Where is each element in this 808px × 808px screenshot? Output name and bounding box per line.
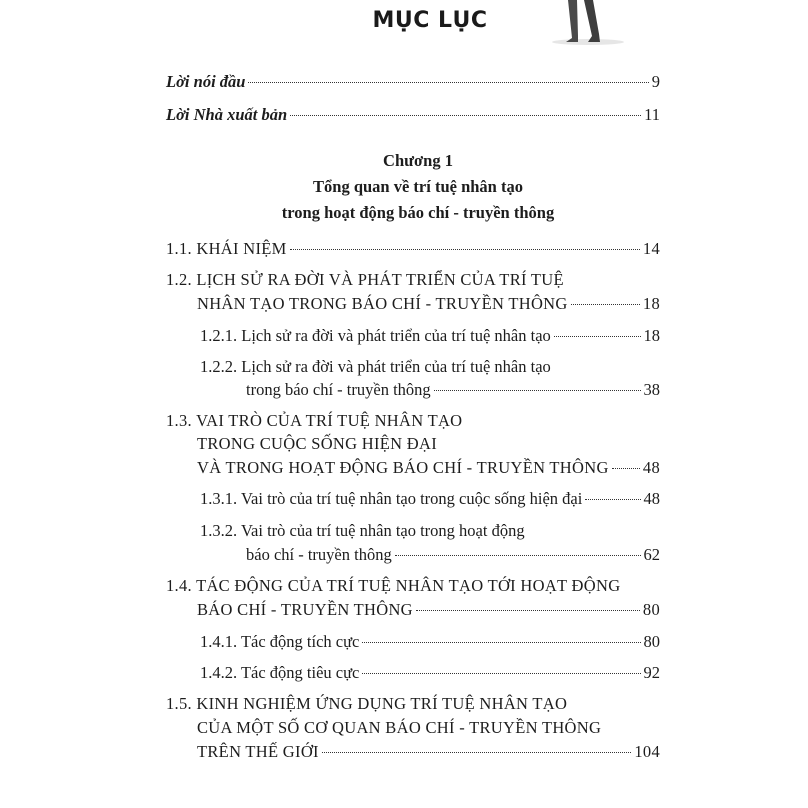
toc-entry-publisher-note[interactable]: [166, 103, 660, 127]
toc-page-number: 104: [634, 742, 660, 761]
dot-leader: [554, 336, 641, 337]
toc-entry-1-2-line1[interactable]: 1.2. LỊCH SỬ RA ĐỜI VÀ PHÁT TRIỂN CỦA TRÍ TUỆ: [166, 270, 564, 289]
toc-entry-1-2-2-line1[interactable]: 1.2.2. Lịch sử ra đời và phát triển của trí tuệ nhân tạo: [200, 357, 551, 376]
toc-entry-1-4-1[interactable]: [200, 630, 660, 654]
toc-page-number: 48: [643, 489, 660, 508]
toc-entry-1-1[interactable]: [166, 237, 660, 261]
toc-entry-1-2-1[interactable]: [200, 324, 660, 348]
chapter-title-line1: Tổng quan về trí tuệ nhân tạo: [313, 177, 523, 196]
toc-page-number: 62: [643, 545, 660, 564]
toc-page-number: 48: [642, 458, 660, 477]
dot-leader: [416, 610, 640, 611]
toc-entry-1-5[interactable]: [197, 740, 660, 764]
dot-leader: [290, 249, 640, 250]
toc-entry-1-3-line1[interactable]: 1.3. VAI TRÒ CỦA TRÍ TUỆ NHÂN TẠO: [166, 411, 463, 430]
toc-label: 1.4.2. Tác động tiêu cực: [200, 663, 360, 682]
chapter-number: Chương 1: [383, 151, 453, 170]
toc-label: TRÊN THẾ GIỚI: [197, 742, 319, 761]
toc-label: 1.1. KHÁI NIỆM: [166, 239, 287, 258]
toc-entry-1-4-2[interactable]: [200, 661, 660, 685]
dot-leader: [362, 673, 640, 674]
toc-label: Lời nói đầu: [166, 72, 246, 91]
chapter-title-line2: trong hoạt động báo chí - truyền thông: [281, 203, 555, 222]
dot-leader: [434, 390, 641, 391]
dot-leader: [585, 499, 640, 500]
toc-page-number: 92: [643, 663, 660, 682]
toc-entry-1-5-line2[interactable]: CỦA MỘT SỐ CƠ QUAN BÁO CHÍ - TRUYỀN THÔNG: [197, 718, 602, 737]
toc-page-number: 18: [642, 294, 660, 313]
toc-page-number: 11: [644, 105, 660, 124]
toc-entry-1-2[interactable]: [197, 292, 660, 316]
toc-entry-1-4[interactable]: [197, 598, 660, 622]
toc-page-number: 80: [643, 632, 660, 651]
toc-label: 1.2.1. Lịch sử ra đời và phát triển của trí tuệ nhân tạo: [200, 326, 551, 345]
toc-label: báo chí - truyền thông: [246, 545, 392, 564]
dot-leader: [612, 468, 640, 469]
toc-entry-1-3-line2[interactable]: TRONG CUỘC SỐNG HIỆN ĐẠI: [197, 434, 438, 453]
dot-leader: [290, 115, 641, 116]
toc-entry-1-3-2-line1[interactable]: 1.3.2. Vai trò của trí tuệ nhân tạo trong hoạt động: [200, 521, 525, 540]
toc-page-number: 38: [643, 380, 660, 399]
dot-leader: [322, 752, 632, 753]
toc-label: NHÂN TẠO TRONG BÁO CHÍ - TRUYỀN THÔNG: [197, 294, 568, 313]
dot-leader: [248, 82, 648, 83]
toc-label: VÀ TRONG HOẠT ĐỘNG BÁO CHÍ - TRUYỀN THÔNG: [197, 458, 609, 477]
toc-page-number: 18: [643, 326, 660, 345]
toc-entry-1-4-line1[interactable]: 1.4. TÁC ĐỘNG CỦA TRÍ TUỆ NHÂN TẠO TỚI HOẠT ĐỘNG: [166, 576, 621, 595]
toc-label: trong báo chí - truyền thông: [246, 380, 431, 399]
toc-label: BÁO CHÍ - TRUYỀN THÔNG: [197, 600, 413, 619]
dot-leader: [395, 555, 641, 556]
toc-page-number: 80: [642, 600, 660, 619]
dot-leader: [571, 304, 640, 305]
toc-label: Lời Nhà xuất bản: [166, 105, 288, 124]
toc-label: 1.4.1. Tác động tích cực: [200, 632, 360, 651]
toc-page-number: 14: [642, 239, 660, 258]
page-title: MỤC LỤC: [372, 8, 488, 33]
toc-entry-1-3[interactable]: [197, 456, 660, 480]
toc-entry-preface[interactable]: [166, 70, 660, 94]
dot-leader: [362, 642, 640, 643]
toc-page-number: 9: [651, 72, 660, 91]
toc-entry-1-3-1[interactable]: [200, 487, 660, 511]
toc-entry-1-3-2[interactable]: [246, 543, 660, 567]
toc-label: 1.3.1. Vai trò của trí tuệ nhân tạo trong cuộc sống hiện đại: [200, 489, 583, 508]
toc-entry-1-2-2[interactable]: [246, 378, 660, 402]
toc-entry-1-5-line1[interactable]: 1.5. KINH NGHIỆM ỨNG DỤNG TRÍ TUỆ NHÂN TẠO: [166, 694, 568, 713]
